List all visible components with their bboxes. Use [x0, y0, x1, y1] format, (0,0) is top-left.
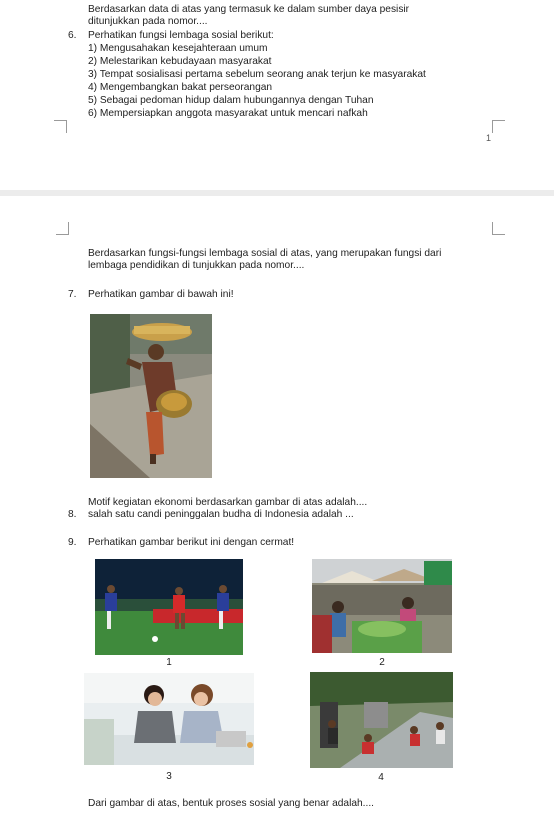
q9-text: Perhatikan gambar berikut ini dengan cermat!	[88, 537, 295, 548]
q7-question: Motif kegiatan ekonomi berdasarkan gambar di atas adalah....	[88, 497, 368, 508]
q6-text: Perhatikan fungsi lembaga sosial berikut:	[88, 30, 274, 41]
q9-photo-2-traditional-market	[312, 559, 452, 653]
q6-item-6: 6) Mempersiapkan anggota masyarakat untuk mencari nafkah	[88, 108, 368, 119]
margin-corner-bottom-right	[492, 222, 505, 235]
caption-2: 2	[379, 657, 385, 668]
q6-question-line-2: lembaga pendidikan di tunjukkan pada nomor....	[88, 260, 305, 271]
q9-photo-3-two-women-talking	[84, 673, 254, 765]
document-page-1	[0, 0, 554, 190]
q8-number: 8.	[68, 509, 77, 520]
q9-photo-4-street-conflict	[310, 672, 453, 768]
q8-text: salah satu candi peninggalan budha di Indonesia adalah ...	[88, 509, 354, 520]
intro-line-1: Berdasarkan data di atas yang termasuk ke dalam sumber daya pesisir	[88, 4, 410, 15]
margin-corner-bottom-left	[56, 222, 69, 235]
q6-number: 6.	[68, 30, 77, 41]
q9-number: 9.	[68, 537, 77, 548]
margin-corner-top-right	[492, 120, 505, 133]
q9-question: Dari gambar di atas, bentuk proses sosial yang benar adalah....	[88, 798, 374, 809]
q7-number: 7.	[68, 289, 77, 300]
q6-item-5: 5) Sebagai pedoman hidup dalam hubungannya dengan Tuhan	[88, 95, 374, 106]
q6-item-4: 4) Mengembangkan bakat perseorangan	[88, 82, 273, 93]
caption-4: 4	[378, 772, 384, 783]
intro-line-2: ditunjukkan pada nomor....	[88, 16, 208, 27]
q9-photo-1-football-match	[95, 559, 243, 655]
page-number: 1	[486, 133, 492, 143]
q7-photo-woman-carrying-basket	[90, 314, 212, 478]
q6-item-3: 3) Tempat sosialisasi pertama sebelum seorang anak terjun ke masyarakat	[88, 69, 426, 80]
q7-text: Perhatikan gambar di bawah ini!	[88, 289, 234, 300]
caption-1: 1	[166, 657, 172, 668]
q6-question-line-1: Berdasarkan fungsi-fungsi lembaga sosial di atas, yang merupakan fungsi dari	[88, 248, 442, 259]
margin-corner-top-left	[54, 120, 67, 133]
caption-3: 3	[166, 771, 172, 782]
q6-item-2: 2) Melestarikan kebudayaan masyarakat	[88, 56, 272, 67]
q6-item-1: 1) Mengusahakan kesejahteraan umum	[88, 43, 268, 54]
document-page-2	[0, 196, 554, 816]
